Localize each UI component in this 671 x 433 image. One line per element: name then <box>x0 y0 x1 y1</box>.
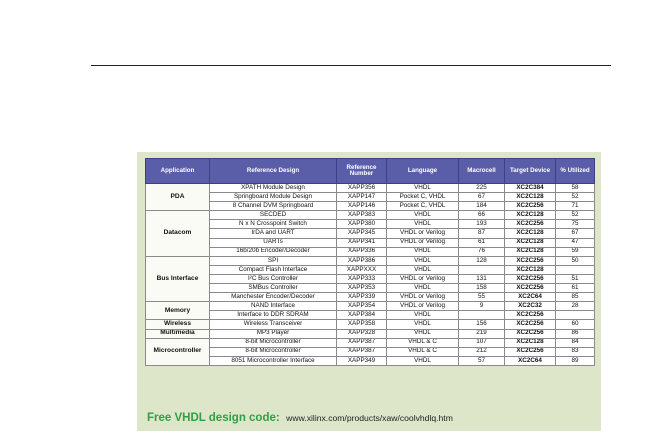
macrocell-cell: 156 <box>459 320 505 329</box>
reference-design-cell: Compact Flash Interface <box>210 265 337 274</box>
table-row <box>146 356 595 365</box>
language-cell: VHDL or Verilog <box>387 302 459 311</box>
reference-number-cell: XAPP146 <box>337 202 387 211</box>
footer-label: Free VHDL design code: <box>147 412 280 424</box>
column-header-target-device: Target Device <box>505 159 556 184</box>
reference-number-cell: XAPP387 <box>337 347 387 356</box>
language-cell: VHDL & C <box>387 347 459 356</box>
macrocell-cell <box>459 311 505 320</box>
utilized-cell: 47 <box>556 238 595 247</box>
reference-number-cell: XAPP387 <box>337 338 387 347</box>
target-device-cell: XC2C32 <box>505 302 556 311</box>
table-row <box>146 311 595 320</box>
footer-url: www.xilinx.com/products/xaw/coolvhdlq.htm <box>286 413 453 423</box>
macrocell-cell: 219 <box>459 329 505 338</box>
language-cell: Pocket C, VHDL <box>387 202 459 211</box>
target-device-cell: XC2C128 <box>505 247 556 256</box>
target-device-cell: XC2C128 <box>505 211 556 220</box>
macrocell-cell: 76 <box>459 247 505 256</box>
language-cell: VHDL <box>387 256 459 265</box>
target-device-cell: XC2C256 <box>505 220 556 229</box>
table-row <box>146 293 595 302</box>
reference-design-cell: 8-bit Microcontroller <box>210 338 337 347</box>
language-cell: VHDL or Verilog <box>387 229 459 238</box>
utilized-cell: 83 <box>556 347 595 356</box>
language-cell: VHDL <box>387 320 459 329</box>
reference-design-cell: I²C Bus Controller <box>210 274 337 283</box>
reference-design-cell: Interface to DDR SDRAM <box>210 311 337 320</box>
application-cell: Multimedia <box>146 329 210 338</box>
utilized-cell: 85 <box>556 293 595 302</box>
reference-design-cell: 8051 Microcontroller Interface <box>210 356 337 365</box>
reference-design-cell: MP3 Player <box>210 329 337 338</box>
table-row <box>146 256 595 265</box>
reference-number-cell: XAPP341 <box>337 238 387 247</box>
target-device-cell: XC2C256 <box>505 311 556 320</box>
table-body <box>146 184 595 366</box>
reference-design-cell: Wireless Transceiver <box>210 320 337 329</box>
target-device-cell: XC2C256 <box>505 320 556 329</box>
reference-number-cell: XAPP354 <box>337 302 387 311</box>
application-cell: Wireless <box>146 320 210 329</box>
utilized-cell: 67 <box>556 229 595 238</box>
footer-note <box>147 408 453 426</box>
reference-number-cell: XAPP147 <box>337 193 387 202</box>
table-row <box>146 211 595 220</box>
reference-number-cell: XAPP380 <box>337 220 387 229</box>
table-row <box>146 193 595 202</box>
utilized-cell: 52 <box>556 193 595 202</box>
utilized-cell <box>556 311 595 320</box>
utilized-cell: 58 <box>556 184 595 193</box>
reference-number-cell: XAPP386 <box>337 256 387 265</box>
table-row <box>146 229 595 238</box>
language-cell: VHDL <box>387 184 459 193</box>
utilized-cell: 86 <box>556 329 595 338</box>
macrocell-cell: 55 <box>459 293 505 302</box>
macrocell-cell: 57 <box>459 356 505 365</box>
reference-design-cell: SECDED <box>210 211 337 220</box>
utilized-cell: 52 <box>556 211 595 220</box>
reference-design-cell: 16b/20b Encoder/Decoder <box>210 247 337 256</box>
reference-number-cell: XAPP349 <box>337 356 387 365</box>
macrocell-cell: 128 <box>459 256 505 265</box>
utilized-cell: 71 <box>556 202 595 211</box>
reference-number-cell: XAPP333 <box>337 274 387 283</box>
table-row <box>146 329 595 338</box>
utilized-cell: 84 <box>556 338 595 347</box>
column-header-application: Application <box>146 159 210 184</box>
reference-number-cell: XAPP353 <box>337 284 387 293</box>
table-row <box>146 284 595 293</box>
utilized-cell: 89 <box>556 356 595 365</box>
reference-design-cell: 8 Channel DVM Springboard <box>210 202 337 211</box>
language-cell: VHDL or Verilog <box>387 274 459 283</box>
table-row <box>146 220 595 229</box>
macrocell-cell: 107 <box>459 338 505 347</box>
macrocell-cell: 66 <box>459 211 505 220</box>
table-row <box>146 184 595 193</box>
target-device-cell: XC2C128 <box>505 238 556 247</box>
reference-number-cell: XAPP345 <box>337 229 387 238</box>
reference-design-cell: UARTs <box>210 238 337 247</box>
reference-design-cell: 8-bit Microcontroller <box>210 347 337 356</box>
table-row <box>146 320 595 329</box>
reference-number-cell: XAPP339 <box>337 293 387 302</box>
target-device-cell: XC2C128 <box>505 229 556 238</box>
language-cell: VHDL <box>387 265 459 274</box>
macrocell-cell: 87 <box>459 229 505 238</box>
utilized-cell <box>556 265 595 274</box>
reference-design-cell: Springboard Module Design <box>210 193 337 202</box>
macrocell-cell: 184 <box>459 202 505 211</box>
macrocell-cell: 9 <box>459 302 505 311</box>
macrocell-cell: 193 <box>459 220 505 229</box>
horizontal-rule <box>91 65 611 66</box>
target-device-cell: XC2C128 <box>505 265 556 274</box>
reference-design-cell: IrDA and UART <box>210 229 337 238</box>
table-header-row <box>146 159 595 184</box>
table-row <box>146 302 595 311</box>
utilized-cell: 50 <box>556 256 595 265</box>
table-row <box>146 202 595 211</box>
reference-number-cell: XAPP383 <box>337 211 387 220</box>
language-cell: VHDL or Verilog <box>387 293 459 302</box>
reference-design-cell: Manchester Encoder/Decoder <box>210 293 337 302</box>
application-cell: Microcontroller <box>146 338 210 365</box>
language-cell: VHDL <box>387 329 459 338</box>
table-row <box>146 347 595 356</box>
application-cell: PDA <box>146 184 210 211</box>
language-cell: VHDL <box>387 211 459 220</box>
target-device-cell: XC2C256 <box>505 274 556 283</box>
reference-design-cell: XPATH Module Design <box>210 184 337 193</box>
target-device-cell: XC2C256 <box>505 347 556 356</box>
macrocell-cell <box>459 265 505 274</box>
table-row <box>146 238 595 247</box>
target-device-cell: XC2C64 <box>505 293 556 302</box>
language-cell: VHDL <box>387 356 459 365</box>
target-device-cell: XC2C128 <box>505 193 556 202</box>
macrocell-cell: 67 <box>459 193 505 202</box>
macrocell-cell: 212 <box>459 347 505 356</box>
target-device-cell: XC2C384 <box>505 184 556 193</box>
table-row <box>146 265 595 274</box>
language-cell: VHDL & C <box>387 338 459 347</box>
language-cell: Pocket C, VHDL <box>387 193 459 202</box>
target-device-cell: XC2C256 <box>505 202 556 211</box>
utilized-cell: 61 <box>556 284 595 293</box>
reference-design-cell: NAND Interface <box>210 302 337 311</box>
application-cell: Memory <box>146 302 210 320</box>
application-cell: Bus Interface <box>146 256 210 301</box>
column-header-utilized: % Utilized <box>556 159 595 184</box>
target-device-cell: XC2C64 <box>505 356 556 365</box>
reference-number-cell: XAPP384 <box>337 311 387 320</box>
reference-number-cell: XAPP358 <box>337 320 387 329</box>
language-cell: VHDL <box>387 220 459 229</box>
column-header-reference-number: Reference Number <box>337 159 387 184</box>
language-cell: VHDL or Verilog <box>387 238 459 247</box>
reference-design-cell: N x N Crosspoint Switch <box>210 220 337 229</box>
macrocell-cell: 225 <box>459 184 505 193</box>
utilized-cell: 75 <box>556 220 595 229</box>
target-device-cell: XC2C128 <box>505 338 556 347</box>
utilized-cell: 59 <box>556 247 595 256</box>
utilized-cell: 60 <box>556 320 595 329</box>
utilized-cell: 28 <box>556 302 595 311</box>
column-header-macrocell: Macrocell <box>459 159 505 184</box>
target-device-cell: XC2C256 <box>505 329 556 338</box>
language-cell: VHDL <box>387 311 459 320</box>
reference-number-cell: XAPP336 <box>337 247 387 256</box>
target-device-cell: XC2C256 <box>505 284 556 293</box>
reference-number-cell: XAPP328 <box>337 329 387 338</box>
table-row <box>146 338 595 347</box>
table-row <box>146 247 595 256</box>
application-cell: Datacom <box>146 211 210 256</box>
reference-number-cell: XAPP356 <box>337 184 387 193</box>
column-header-reference-design: Reference Design <box>210 159 337 184</box>
column-header-language: Language <box>387 159 459 184</box>
language-cell: VHDL <box>387 284 459 293</box>
macrocell-cell: 131 <box>459 274 505 283</box>
reference-number-cell: XAPPXXX <box>337 265 387 274</box>
macrocell-cell: 158 <box>459 284 505 293</box>
reference-design-cell: SPI <box>210 256 337 265</box>
reference-design-table <box>145 158 595 366</box>
reference-design-cell: SMBus Controller <box>210 284 337 293</box>
macrocell-cell: 61 <box>459 238 505 247</box>
table-row <box>146 274 595 283</box>
target-device-cell: XC2C256 <box>505 256 556 265</box>
utilized-cell: 51 <box>556 274 595 283</box>
language-cell: VHDL <box>387 247 459 256</box>
